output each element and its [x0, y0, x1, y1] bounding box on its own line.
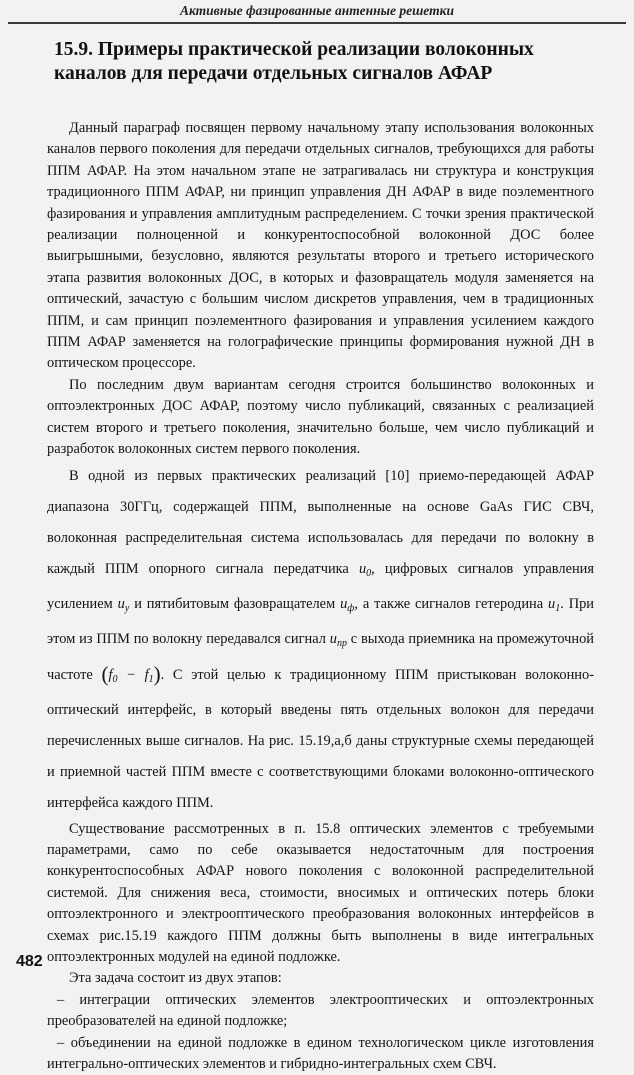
- formula-f0-minus-f1: $(f_0 - f_1)$: [101, 661, 161, 686]
- symbol-uy-sub: у: [124, 602, 130, 614]
- formula-f0-sub: 0: [112, 673, 118, 685]
- paragraph-4: Существование рассмотренных в п. 15.8 оптических элементов с требуемыми параметрами, само по себе оказывается недостаточным для построения конкурентоспособных АФАР нового поколения с волоконной распределительной системой. Для снижения веса, стоимости, вносимых и оптических потерь блоки оптоэлектронного и электрооптического преобразования волоконных интерфейсов в схемах рис.15.19 каждого ППМ должны быть выполнены в виде интегральных оптоэлектронных модулей на единой подложке.: [47, 820, 594, 965]
- list-item-2: – объединении на единой подложке в едином технологическом цикле изготовления интегрально-оптических элементов и гибридно-интегральных схем СВЧ.: [47, 1034, 594, 1072]
- paragraph-1: Данный параграф посвящен первому начальному этапу использования волоконных каналов первого поколения для передачи отдельных сигналов, требующихся для работы ППМ АФАР. На этом начальном этапе не затрагивалась ни структура и конструкция традиционного ППМ АФАР, ни принцип управления ДН АФАР в виде поэлементного фазирования и управления амплитудным распределением. С точки зрения практической реализации полноценной и конкурентоспособной волоконной ДОС более выигрышными, безусловно, являются результаты второго и третьего исторического этапа развития волоконных ДОС, в которых и фазовращатель модуля заменяется на оптический, зачастую с большим числом дискретов управления, чем в традиционных ППМ, и сам принцип поэлементного фазирования и управления усилением каждого ППМ АФАР заменяется на голографические принципы формирования нужной ДН в оптическом процессоре.: [47, 120, 594, 372]
- symbol-u0: [359, 561, 371, 577]
- symbol-uphi-sub: ф: [347, 602, 355, 614]
- symbol-uphi: [340, 596, 354, 612]
- paragraph-3-part-d: , а также сигналов гетеродина: [354, 595, 544, 612]
- formula-minus: −: [117, 666, 145, 683]
- symbol-u0-sub: 0: [366, 567, 372, 579]
- symbol-uy-base: u: [117, 595, 125, 612]
- paragraph-3: [47, 461, 594, 819]
- formula-f1-base: f: [144, 666, 149, 683]
- symbol-u1-sub: 1: [555, 602, 561, 614]
- paragraph-3-part-e: . При этом из ППМ по волокну передавался сигнал: [47, 595, 594, 647]
- paragraph-5: Эта задача состоит из двух этапов:: [69, 970, 282, 987]
- formula-f0-base: f: [108, 666, 113, 683]
- symbol-u0-base: u: [358, 560, 367, 577]
- paragraph-3-part-b: , цифровых сигналов управления усилением: [47, 560, 595, 612]
- symbol-u1-base: u: [548, 595, 556, 612]
- list-item-1: – интеграции оптических элементов электрооптических и оптоэлектронных преобразователей на единой подложке;: [47, 991, 594, 1030]
- article-body: [47, 118, 594, 1075]
- symbol-uphi-base: u: [340, 595, 348, 612]
- running-header: Активные фазированные антенные решетки: [8, 0, 626, 24]
- paragraph-3-part-f: с выхода приемника на промежуточной частоте: [47, 630, 595, 683]
- paragraph-3-part-a: В одной из первых практических реализаций [10] приемо-передающей АФАР диапазона 30ГГц, содержащей ППМ, выполненные на основе GaAs ГИС СВЧ, волоконная распределительная система использовалась для передачи по волокну в каждый ППМ опорного сигнала передатчика: [47, 467, 594, 577]
- paragraph-2: По последним двум вариантам сегодня строится большинство волоконных и оптоэлектронных ДОС АФАР, поэтому число публикаций, связанных с реализацией систем второго и третьего поколения, значительно больше, чем число публикаций и разработок волоконных систем первого поколения.: [47, 376, 594, 458]
- paragraph-3-part-c: и пятибитовым фазовращателем: [134, 595, 336, 612]
- symbol-upr: [330, 631, 347, 647]
- paragraph-3-part-g: . С этой целью к традиционному ППМ пристыкован волоконно-оптический интерфейс, в который введены пять отдельных волокон для передачи перечисленных выше сигналов. На рис. 15.19,а,б даны структурные схемы передающей и приемной частей ППМ вместе с соответствующими блоками волоконно-оптического интерфейса каждого ППМ.: [47, 666, 594, 811]
- symbol-uy: [118, 596, 130, 612]
- page-number: 482: [16, 953, 43, 970]
- symbol-u1: [548, 596, 560, 612]
- section-title: 15.9. Примеры практической реализации волоконных каналов для передачи отдельных сигналов АФАР: [54, 39, 534, 84]
- symbol-upr-base: u: [329, 630, 337, 647]
- formula-f1-sub: 1: [148, 673, 154, 685]
- symbol-upr-sub: пр: [336, 637, 347, 649]
